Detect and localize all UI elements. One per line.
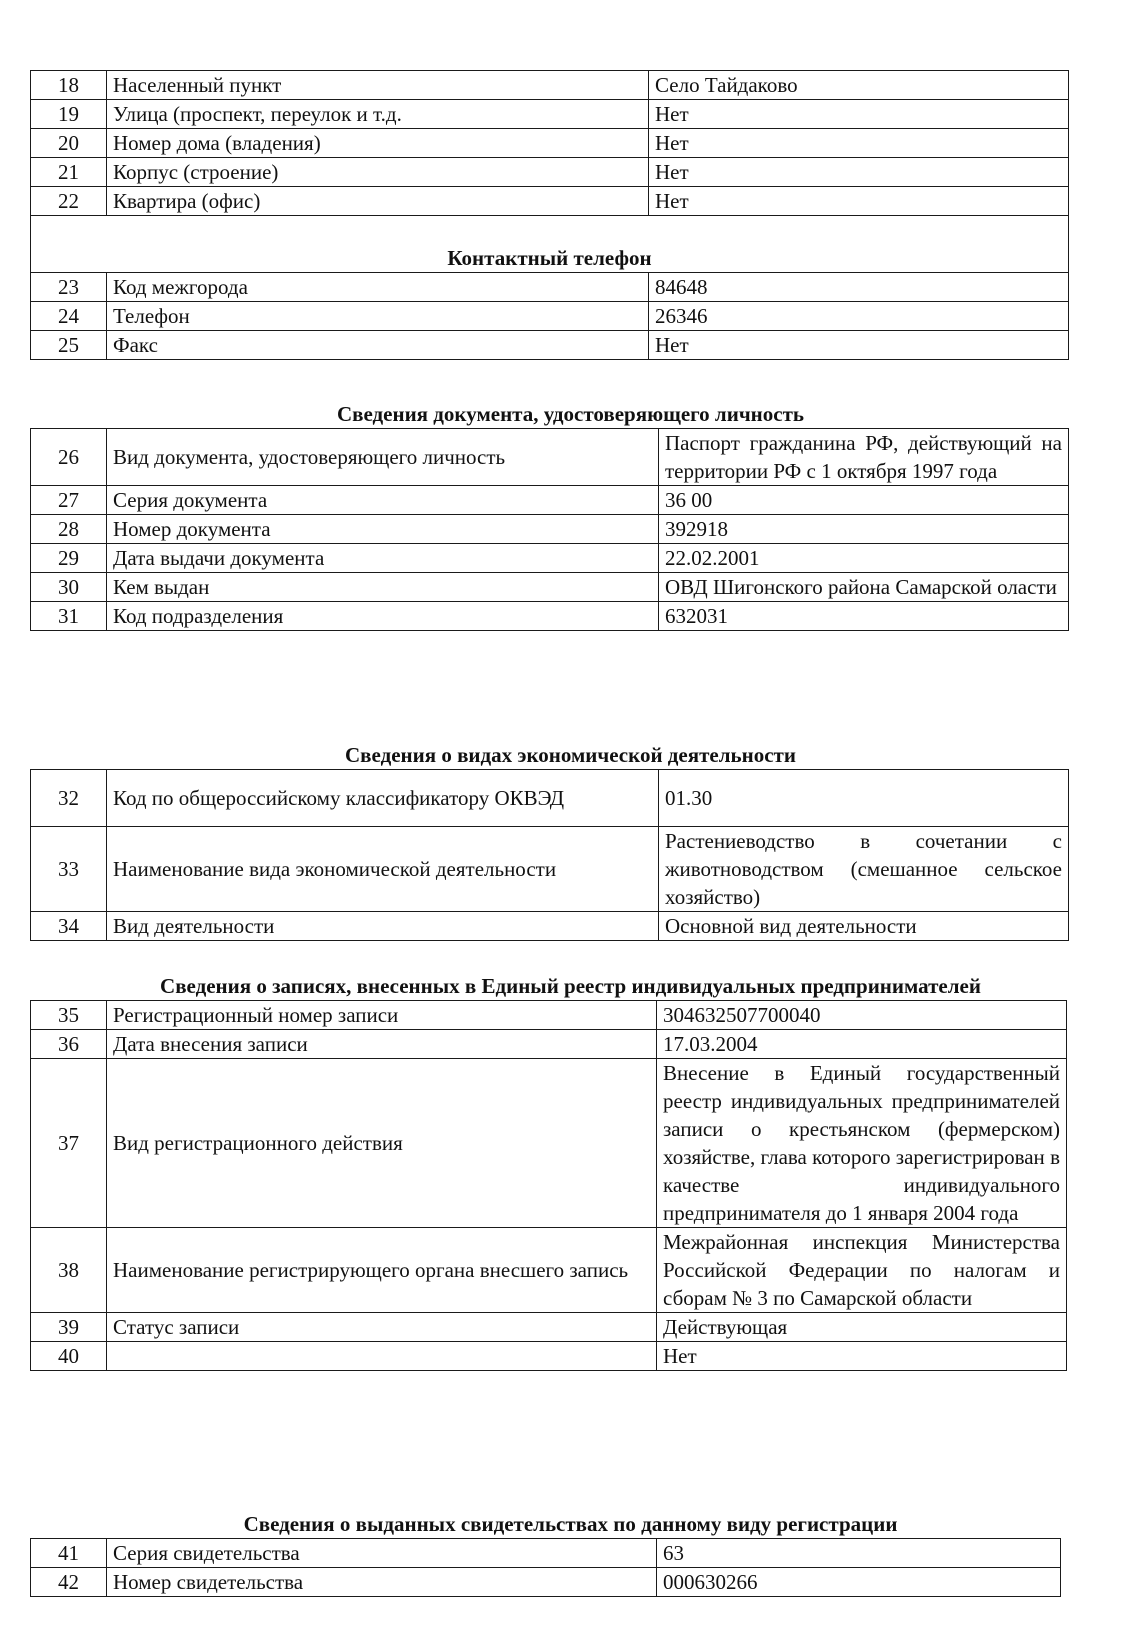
- row-value: Внесение в Единый государственный реестр индивидуальных предпринимателей записи о крестьянском (фермерском) хозяйстве, глава которого зарегистрирован в качестве индивидуального предпринимателя до 1 января 2004 года: [657, 1059, 1067, 1228]
- row-value: ОВД Шигонского района Самарской оласти: [659, 573, 1069, 602]
- row-label: Кем выдан: [107, 573, 659, 602]
- certificate-table: [30, 1538, 1061, 1597]
- row-number: 39: [31, 1313, 107, 1342]
- row-value: Село Тайдаково: [649, 71, 1069, 100]
- row-number: 30: [31, 573, 107, 602]
- row-label: Статус записи: [107, 1313, 657, 1342]
- row-value: 01.30: [659, 770, 1069, 827]
- row-value: Паспорт гражданина РФ, действующий на территории РФ с 1 октября 1997 года: [659, 429, 1069, 486]
- section-title-registry: Сведения о записях, внесенных в Единый реестр индивидуальных предпринимателей: [160, 974, 981, 998]
- table-row: [31, 912, 1069, 941]
- row-number: 25: [31, 331, 107, 360]
- row-number: 40: [31, 1342, 107, 1371]
- row-label: Дата внесения записи: [107, 1030, 657, 1059]
- row-value: 84648: [649, 273, 1069, 302]
- row-number: 21: [31, 158, 107, 187]
- activity-table: [30, 769, 1069, 941]
- row-number: 27: [31, 486, 107, 515]
- row-label: Вид регистрационного действия: [107, 1059, 657, 1228]
- table-row: [31, 573, 1069, 602]
- table-row: [31, 486, 1069, 515]
- row-label: Регистрационный номер записи: [107, 1001, 657, 1030]
- identity-table: [30, 428, 1069, 631]
- row-number: 20: [31, 129, 107, 158]
- table-row: [31, 515, 1069, 544]
- row-value: 17.03.2004: [657, 1030, 1067, 1059]
- row-label: Код межгорода: [107, 273, 649, 302]
- row-label: Номер дома (владения): [107, 129, 649, 158]
- row-value: 392918: [659, 515, 1069, 544]
- row-label: Корпус (строение): [107, 158, 649, 187]
- table-row: [31, 158, 1069, 187]
- row-number: 31: [31, 602, 107, 631]
- row-number: 22: [31, 187, 107, 216]
- table-row: [31, 770, 1069, 827]
- table-row: [31, 331, 1069, 360]
- row-label: Телефон: [107, 302, 649, 331]
- table-row: [31, 429, 1069, 486]
- row-value: 632031: [659, 602, 1069, 631]
- row-value: 22.02.2001: [659, 544, 1069, 573]
- row-value: Действующая: [657, 1313, 1067, 1342]
- table-row: [31, 1030, 1067, 1059]
- table-row: [31, 827, 1069, 912]
- row-label: Вид деятельности: [107, 912, 659, 941]
- row-number: 32: [31, 770, 107, 827]
- row-number: 26: [31, 429, 107, 486]
- table-row: [31, 1059, 1067, 1228]
- table-row: [31, 71, 1069, 100]
- row-label: Номер свидетельства: [107, 1568, 657, 1597]
- row-value: Нет: [649, 100, 1069, 129]
- row-value: 36 00: [659, 486, 1069, 515]
- row-value: Нет: [649, 158, 1069, 187]
- address-table: [30, 70, 1069, 360]
- row-label: Наименование регистрирующего органа внесшего запись: [107, 1228, 657, 1313]
- row-label: [107, 1342, 657, 1371]
- row-label: Код по общероссийскому классификатору ОКВЭД: [107, 770, 659, 827]
- row-number: 42: [31, 1568, 107, 1597]
- row-label: Улица (проспект, переулок и т.д.: [107, 100, 649, 129]
- row-number: 33: [31, 827, 107, 912]
- table-row: [31, 273, 1069, 302]
- table-row: [31, 544, 1069, 573]
- table-row: [31, 1313, 1067, 1342]
- row-number: 19: [31, 100, 107, 129]
- row-number: 35: [31, 1001, 107, 1030]
- row-label: Код подразделения: [107, 602, 659, 631]
- row-value: Межрайонная инспекция Министерства Российской Федерации по налогам и сборам № 3 по Самарской области: [657, 1228, 1067, 1313]
- row-number: 24: [31, 302, 107, 331]
- contact-phone-heading-row: [31, 216, 1069, 273]
- contact-phone-heading: Контактный телефон: [31, 216, 1069, 273]
- table-row: [31, 187, 1069, 216]
- section-title-activity: Сведения о видах экономической деятельности: [345, 743, 796, 767]
- row-value: 000630266: [657, 1568, 1061, 1597]
- table-row: [31, 302, 1069, 331]
- row-value: Нет: [649, 129, 1069, 158]
- row-value: Нет: [649, 331, 1069, 360]
- row-label: Населенный пункт: [107, 71, 649, 100]
- row-label: Дата выдачи документа: [107, 544, 659, 573]
- row-number: 37: [31, 1059, 107, 1228]
- row-label: Факс: [107, 331, 649, 360]
- row-number: 41: [31, 1539, 107, 1568]
- row-number: 23: [31, 273, 107, 302]
- section-title-certificate: Сведения о выданных свидетельствах по данному виду регистрации: [243, 1512, 898, 1536]
- table-row: [31, 1001, 1067, 1030]
- table-row: [31, 129, 1069, 158]
- table-row: [31, 1342, 1067, 1371]
- row-value: Основной вид деятельности: [659, 912, 1069, 941]
- row-label: Вид документа, удостоверяющего личность: [107, 429, 659, 486]
- row-value: 26346: [649, 302, 1069, 331]
- row-value: Нет: [657, 1342, 1067, 1371]
- row-value: 304632507700040: [657, 1001, 1067, 1030]
- row-number: 38: [31, 1228, 107, 1313]
- row-value: Нет: [649, 187, 1069, 216]
- registry-table: [30, 1000, 1067, 1371]
- row-value: Растениеводство в сочетании с животноводством (смешанное сельское хозяйство): [659, 827, 1069, 912]
- table-row: [31, 602, 1069, 631]
- row-label: Квартира (офис): [107, 187, 649, 216]
- row-label: Серия свидетельства: [107, 1539, 657, 1568]
- row-label: Наименование вида экономической деятельности: [107, 827, 659, 912]
- row-number: 28: [31, 515, 107, 544]
- row-value: 63: [657, 1539, 1061, 1568]
- table-row: [31, 1228, 1067, 1313]
- row-label: Номер документа: [107, 515, 659, 544]
- section-title-identity: Сведения документа, удостоверяющего личность: [336, 402, 804, 426]
- table-row: [31, 1568, 1061, 1597]
- row-label: Серия документа: [107, 486, 659, 515]
- table-row: [31, 100, 1069, 129]
- row-number: 34: [31, 912, 107, 941]
- table-row: [31, 1539, 1061, 1568]
- row-number: 36: [31, 1030, 107, 1059]
- row-number: 29: [31, 544, 107, 573]
- row-number: 18: [31, 71, 107, 100]
